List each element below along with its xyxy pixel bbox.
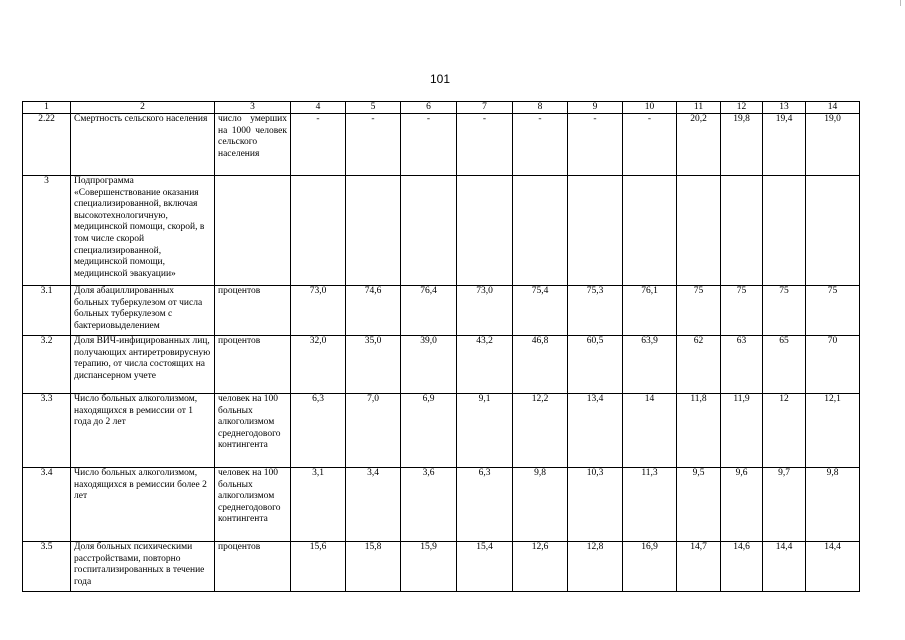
value-cell-col-8: 12,6 [513, 542, 568, 592]
value-cell-col-4: - [291, 114, 346, 176]
value-cell-col-12 [721, 176, 763, 286]
value-cell-col-10: - [623, 114, 677, 176]
value-cell-col-13: 65 [763, 336, 806, 394]
row-index: 3.4 [23, 468, 71, 542]
value-cell-col-6: 39,0 [401, 336, 457, 394]
value-cell-col-10: 16,9 [623, 542, 677, 592]
value-cell-col-11: 9,5 [677, 468, 721, 542]
unit-of-measure: процентов [215, 542, 291, 592]
value-cell-col-7: - [457, 114, 513, 176]
value-cell-col-10: 14 [623, 394, 677, 468]
column-header-8: 8 [513, 102, 568, 114]
value-cell-col-11: 20,2 [677, 114, 721, 176]
value-cell-col-10: 63,9 [623, 336, 677, 394]
table-row [23, 176, 860, 286]
value-cell-col-14 [806, 176, 860, 286]
column-header-6: 6 [401, 102, 457, 114]
indicator-table [22, 101, 860, 592]
value-cell-col-14: 12,1 [806, 394, 860, 468]
table-body [23, 114, 860, 592]
value-cell-col-9: 75,3 [568, 286, 623, 336]
indicator-name: Число больных алкоголизмом, находящихся в ремиссии более 2 лет [71, 468, 215, 542]
value-cell-col-7: 43,2 [457, 336, 513, 394]
value-cell-col-11 [677, 176, 721, 286]
column-header-14: 14 [806, 102, 860, 114]
indicator-name: Доля абациллированных больных туберкулезом от числа больных туберкулезом с бактериовыделением [71, 286, 215, 336]
unit-of-measure: процентов [215, 336, 291, 394]
value-cell-col-9: 13,4 [568, 394, 623, 468]
column-header-5: 5 [346, 102, 401, 114]
column-header-12: 12 [721, 102, 763, 114]
value-cell-col-13: 14,4 [763, 542, 806, 592]
value-cell-col-11: 62 [677, 336, 721, 394]
value-cell-col-4: 32,0 [291, 336, 346, 394]
table-row [23, 542, 860, 592]
value-cell-col-8: 12,2 [513, 394, 568, 468]
value-cell-col-14: 70 [806, 336, 860, 394]
column-header-3: 3 [215, 102, 291, 114]
column-header-13: 13 [763, 102, 806, 114]
value-cell-col-11: 75 [677, 286, 721, 336]
value-cell-col-5: 7,0 [346, 394, 401, 468]
column-header-2: 2 [71, 102, 215, 114]
indicator-name: Доля ВИЧ-инфицированных лиц, получающих антиретровирусную терапию, от числа состоящих на диспансерном учете [71, 336, 215, 394]
value-cell-col-5: 35,0 [346, 336, 401, 394]
column-header-9: 9 [568, 102, 623, 114]
table-row [23, 286, 860, 336]
value-cell-col-10: 11,3 [623, 468, 677, 542]
value-cell-col-14: 75 [806, 286, 860, 336]
value-cell-col-12: 19,8 [721, 114, 763, 176]
value-cell-col-14: 14,4 [806, 542, 860, 592]
value-cell-col-13: 19,4 [763, 114, 806, 176]
value-cell-col-8: 9,8 [513, 468, 568, 542]
column-header-11: 11 [677, 102, 721, 114]
indicator-name: Число больных алкоголизмом, находящихся в ремиссии от 1 года до 2 лет [71, 394, 215, 468]
indicator-name: Доля больных психическими расстройствами, повторно госпитализированных в течение года [71, 542, 215, 592]
value-cell-col-4: 15,6 [291, 542, 346, 592]
value-cell-col-5: 3,4 [346, 468, 401, 542]
value-cell-col-5: - [346, 114, 401, 176]
unit-of-measure: процентов [215, 286, 291, 336]
indicator-name: Подпрограмма «Совершенствование оказания специализированной, включая высокотехнологичную, медицинской помощи, скорой, в том числе скорой специализированной, медицинской помощи, медицинской эвакуации» [71, 176, 215, 286]
value-cell-col-11: 11,8 [677, 394, 721, 468]
value-cell-col-9 [568, 176, 623, 286]
table-row [23, 114, 860, 176]
page-number: 101 [429, 72, 451, 86]
value-cell-col-7: 15,4 [457, 542, 513, 592]
value-cell-col-6: 15,9 [401, 542, 457, 592]
value-cell-col-7: 6,3 [457, 468, 513, 542]
value-cell-col-4: 3,1 [291, 468, 346, 542]
value-cell-col-5: 15,8 [346, 542, 401, 592]
row-index: 3.2 [23, 336, 71, 394]
value-cell-col-4 [291, 176, 346, 286]
header-row [23, 102, 860, 114]
table-row [23, 394, 860, 468]
value-cell-col-9: 10,3 [568, 468, 623, 542]
column-header-7: 7 [457, 102, 513, 114]
value-cell-col-5: 74,6 [346, 286, 401, 336]
value-cell-col-6: 3,6 [401, 468, 457, 542]
value-cell-col-13 [763, 176, 806, 286]
value-cell-col-10 [623, 176, 677, 286]
value-cell-col-13: 12 [763, 394, 806, 468]
value-cell-col-8: - [513, 114, 568, 176]
value-cell-col-13: 9,7 [763, 468, 806, 542]
table-row [23, 468, 860, 542]
value-cell-col-5 [346, 176, 401, 286]
table-row [23, 336, 860, 394]
value-cell-col-12: 75 [721, 286, 763, 336]
row-index: 3.1 [23, 286, 71, 336]
value-cell-col-7 [457, 176, 513, 286]
value-cell-col-12: 9,6 [721, 468, 763, 542]
column-header-1: 1 [23, 102, 71, 114]
value-cell-col-9: 60,5 [568, 336, 623, 394]
value-cell-col-7: 9,1 [457, 394, 513, 468]
value-cell-col-6: 6,9 [401, 394, 457, 468]
value-cell-col-9: - [568, 114, 623, 176]
value-cell-col-10: 76,1 [623, 286, 677, 336]
row-index: 2.22 [23, 114, 71, 176]
unit-of-measure: человек на 100 больных алкоголизмом среднегодового контингента [215, 394, 291, 468]
value-cell-col-13: 75 [763, 286, 806, 336]
value-cell-col-14: 9,8 [806, 468, 860, 542]
value-cell-col-9: 12,8 [568, 542, 623, 592]
unit-of-measure: число умерших на 1000 человек сельского населения [215, 114, 291, 176]
column-header-10: 10 [623, 102, 677, 114]
unit-of-measure: человек на 100 больных алкоголизмом среднегодового контингента [215, 468, 291, 542]
row-index: 3.3 [23, 394, 71, 468]
value-cell-col-11: 14,7 [677, 542, 721, 592]
indicator-name: Смертность сельского населения [71, 114, 215, 176]
column-header-4: 4 [291, 102, 346, 114]
value-cell-col-14: 19,0 [806, 114, 860, 176]
row-index: 3.5 [23, 542, 71, 592]
value-cell-col-4: 6,3 [291, 394, 346, 468]
value-cell-col-7: 73,0 [457, 286, 513, 336]
value-cell-col-8 [513, 176, 568, 286]
value-cell-col-12: 63 [721, 336, 763, 394]
value-cell-col-6 [401, 176, 457, 286]
scan-edge-mark [900, 0, 901, 6]
value-cell-col-12: 14,6 [721, 542, 763, 592]
value-cell-col-6: 76,4 [401, 286, 457, 336]
value-cell-col-4: 73,0 [291, 286, 346, 336]
value-cell-col-8: 75,4 [513, 286, 568, 336]
row-index: 3 [23, 176, 71, 286]
unit-of-measure [215, 176, 291, 286]
value-cell-col-8: 46,8 [513, 336, 568, 394]
value-cell-col-6: - [401, 114, 457, 176]
value-cell-col-12: 11,9 [721, 394, 763, 468]
